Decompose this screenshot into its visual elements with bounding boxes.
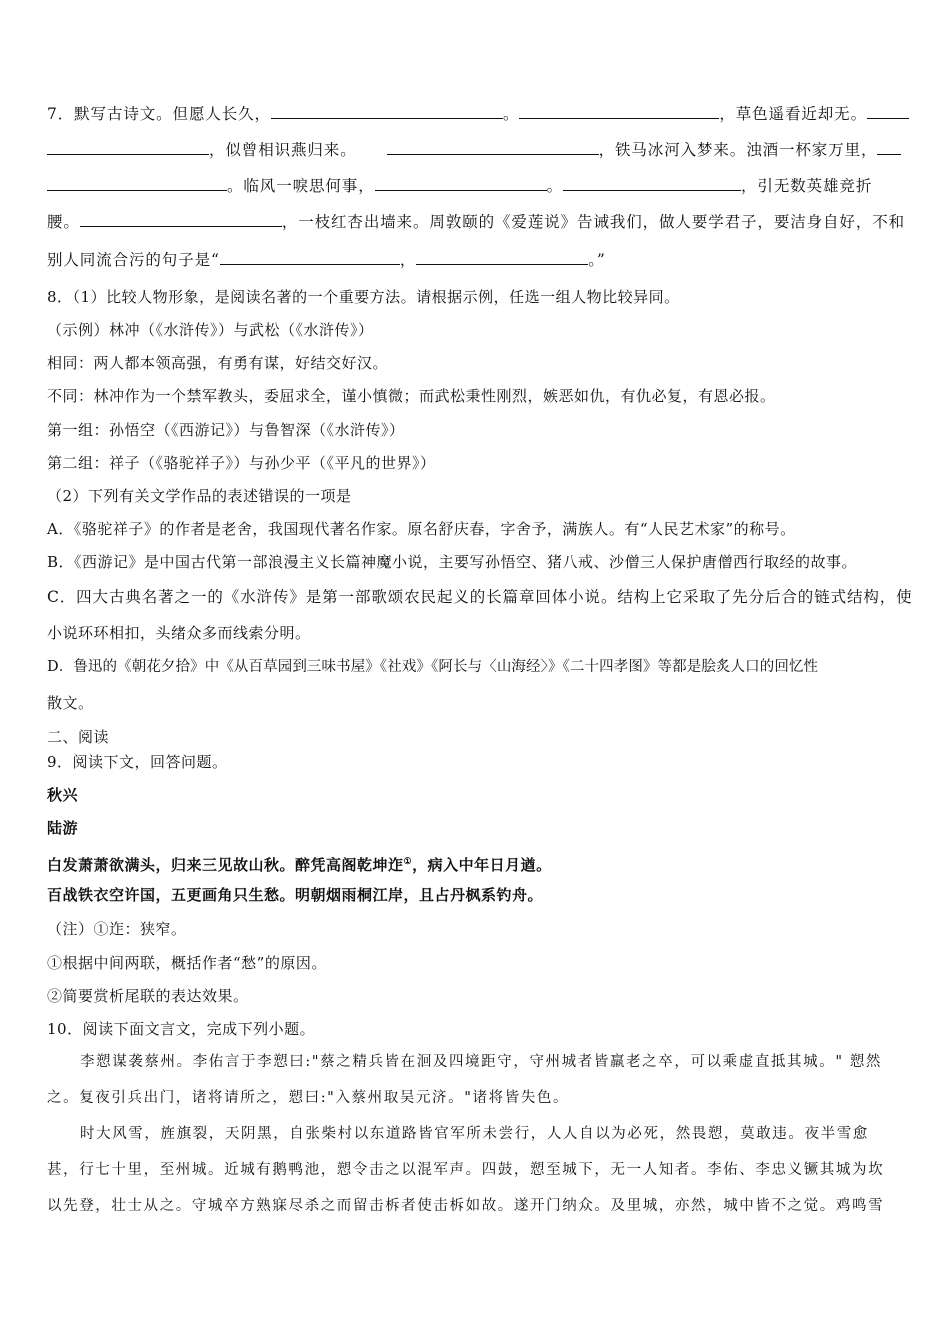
poem-author: 陆游 — [47, 819, 79, 837]
classical-text-line: 以先登，壮士从之。守城卒方熟寐尽杀之而留击柝者使击柝如故。遂开门纳众。及里城，亦然，城中皆不之觉。鸡鸣雪 — [47, 1198, 885, 1214]
answer-blank[interactable] — [519, 103, 719, 119]
poem-line-2: 百战铁衣空许国，五更画角只生愁。明朝烟雨桐江岸，且占丹枫系钓舟。 — [47, 886, 544, 904]
q7-line-3: 。临风一唳思何事， 。 ，引无数英雄竞折 — [47, 175, 907, 197]
answer-blank[interactable] — [563, 175, 741, 191]
poem-line-1: 白发萧萧欲满头，归来三见故山秋。醉凭高阁乾坤迮①，病入中年日月遒。 — [47, 856, 552, 874]
q10-intro: 10．阅读下面文言文，完成下列小题。 — [47, 1020, 316, 1038]
option-a: A．《骆驼祥子》的作者是老舍，我国现代著名作家。原名舒庆春，字舍予，满族人。有“人民艺术家”的称号。 — [47, 520, 796, 538]
q7-line-1: 7．默写古诗文。但愿人长久， 。 ，草色遥看近却无。 — [47, 103, 907, 125]
option-c-line-2: 小说环环相扣，头绪众多而线索分明。 — [47, 624, 311, 642]
footnote-mark: ① — [403, 857, 413, 867]
option-b: B．《西游记》是中国古代第一部浪漫主义长篇神魔小说，主要写孙悟空、猪八戒、沙僧三人保护唐僧西行取经的故事。 — [47, 553, 858, 571]
classical-text-line: 时大风雪，旌旗裂，天阴黑，自张柴村以东道路皆官军所未尝行，人人自以为必死，然畏愬，莫敢违。夜半雪愈 — [80, 1126, 869, 1142]
q8-same: 相同：两人都本领高强，有勇有谋，好结交好汉。 — [47, 354, 389, 372]
q8-group-2: 第二组：祥子（《骆驼祥子》）与孙少平（《平凡的世界》） — [47, 454, 436, 472]
poem-title: 秋兴 — [47, 786, 79, 804]
q8-diff: 不同：林冲作为一个禁军教头，委屈求全，谨小慎微；而武松秉性刚烈，嫉恶如仇，有仇必复，有恩必报。 — [47, 387, 776, 405]
answer-blank[interactable] — [80, 211, 282, 227]
classical-text-line: 李愬谋袭蔡州。李佑言于李愬曰:"蔡之精兵皆在洄及四境距守，守州城者皆羸老之卒，可以乘虚直抵其城。" 愬然 — [80, 1054, 883, 1070]
q9-task-2: ②简要赏析尾联的表达效果。 — [47, 987, 249, 1005]
answer-blank[interactable] — [416, 249, 588, 265]
q8-intro: 8．（1）比较人物形象，是阅读名著的一个重要方法。请根据示例，任选一组人物比较异同。 — [47, 288, 680, 306]
option-c-line-1: C．四大古典名著之一的《水浒传》是第一部歌颂农民起义的长篇章回体小说。结构上它采取了先分后合的链式结构，使 — [47, 588, 913, 606]
answer-blank[interactable] — [47, 139, 209, 155]
q8-part-2: （2）下列有关文学作品的表述错误的一项是 — [47, 487, 352, 505]
answer-blank[interactable] — [47, 175, 227, 191]
classical-text-line: 之。复夜引兵出门，诸将请所之，愬曰:"入蔡州取吴元济。"诸将皆失色。 — [47, 1090, 570, 1106]
option-d-line-1: D．鲁迅的《朝花夕拾》中《从百草园到三味书屋》《社戏》《阿长与〈山海经〉》《二十四孝图》等都是脍炙人口的回忆性 — [47, 659, 819, 675]
option-d-line-2: 散文。 — [47, 694, 94, 712]
q7-line-5: 别人同流合污的句子是“ ， 。” — [47, 251, 606, 269]
q7-line-4: 腰。 ，一枝红杏出墙来。周敦颐的《爱莲说》告诫我们，做人要学君子，要洁身自好，不和 — [47, 213, 906, 231]
poem-note: （注）①迮：狭窄。 — [47, 920, 187, 938]
q9-intro: 9．阅读下文，回答问题。 — [47, 753, 228, 771]
q9-task-1: ①根据中间两联，概括作者“愁”的原因。 — [47, 954, 327, 972]
answer-blank[interactable] — [375, 175, 547, 191]
q8-example: （示例）林冲（《水浒传》）与武松（《水浒传》） — [47, 321, 374, 339]
answer-blank[interactable] — [387, 139, 599, 155]
answer-blank[interactable] — [271, 103, 503, 119]
q7-line-2: ，似曾相识燕归来。 ，铁马冰河入梦来。浊酒一杯家万里， — [47, 139, 907, 161]
classical-text-line: 甚，行七十里，至州城。近城有鹅鸭池，愬令击之以混军声。四鼓，愬至城下，无一人知者。李佑、李忠义镢其城为坎 — [47, 1162, 885, 1178]
answer-blank[interactable] — [867, 103, 909, 119]
answer-blank[interactable] — [877, 139, 901, 155]
q8-group-1: 第一组：孙悟空（《西游记》）与鲁智深（《水浒传》） — [47, 421, 405, 439]
answer-blank[interactable] — [220, 249, 400, 265]
section-heading: 二、阅读 — [47, 728, 110, 746]
